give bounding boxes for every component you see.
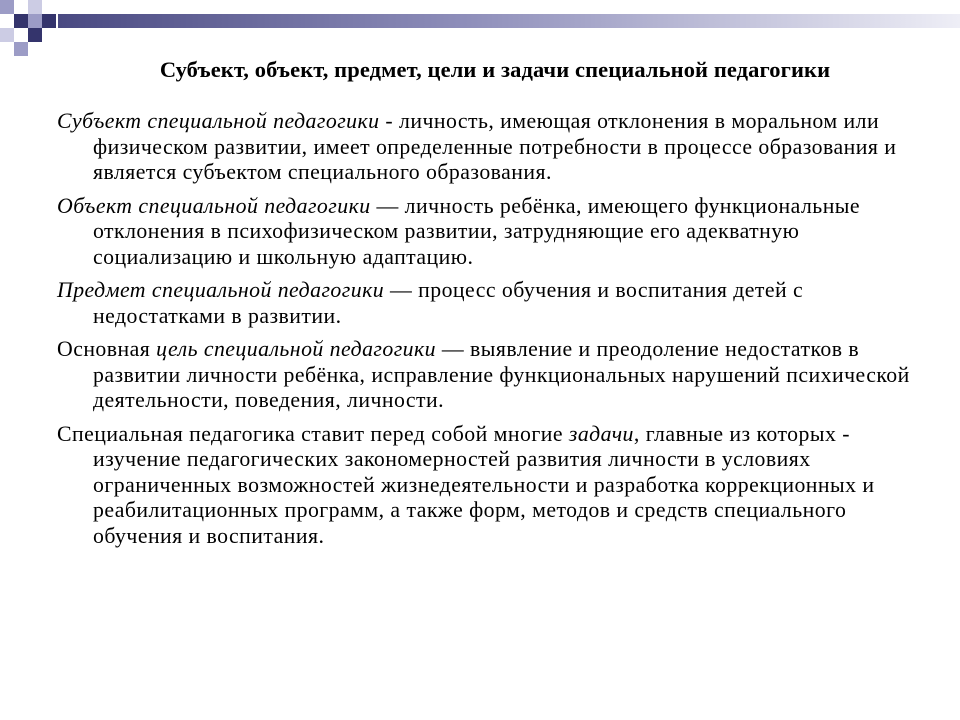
paragraph-term: цель специальной педагогики (156, 337, 437, 361)
slide-title: Субъект, объект, предмет, цели и задачи специальной педагогики (159, 57, 831, 82)
paragraph-term: Объект специальной педагогики (57, 193, 371, 218)
paragraph-term: Субъект специальной педагогики (57, 109, 380, 133)
corner-square (14, 14, 28, 28)
corner-square (28, 14, 42, 28)
paragraph-text: , главные из которых - изучение педагогических закономерностей развития личности в условиях ограниченных возможностей жизнедеятельности и разработка коррекционных и реабилитационных программ, а также форм, методов и средств специального обучения и воспитания. (93, 421, 875, 548)
paragraph-term: Предмет специальной педагогики (57, 278, 385, 302)
paragraph-text: — личность ребёнка, имеющего функциональные отклонения в психофизическом развитии, затрудняющие его адекватную социализацию и школьную адаптацию. (93, 193, 861, 269)
corner-square (0, 28, 14, 42)
paragraph-text: — процесс обучения и воспитания детей с недостатками в развитии. (93, 278, 804, 328)
paragraph-text: — выявление и преодоление недостатков в развитии личности ребёнка, исправление функциональных нарушений психической деятельности, поведения, личности. (93, 337, 910, 412)
paragraph-tasks (57, 422, 937, 550)
paragraph-lead: Основная (57, 337, 157, 361)
paragraph-predmet (57, 278, 937, 329)
paragraph-text: - личность, имеющая отклонения в моральном или физическом развитии, имеет определенные потребности в процессе образования и является субъектом специального образования. (93, 109, 897, 184)
corner-square (28, 28, 42, 42)
corner-square (28, 0, 42, 14)
paragraph-subject (57, 109, 937, 186)
paragraph-term: задачи (568, 421, 634, 446)
slide-body (57, 109, 937, 557)
corner-square (42, 14, 56, 28)
paragraph-goal (57, 337, 937, 414)
paragraph-object (57, 194, 937, 271)
corner-square (14, 42, 28, 56)
corner-square (0, 0, 14, 14)
decorative-corner-squares (0, 0, 960, 60)
paragraph-lead: Специальная педагогика ставит перед собой многие (57, 421, 569, 446)
header-band (58, 14, 960, 28)
